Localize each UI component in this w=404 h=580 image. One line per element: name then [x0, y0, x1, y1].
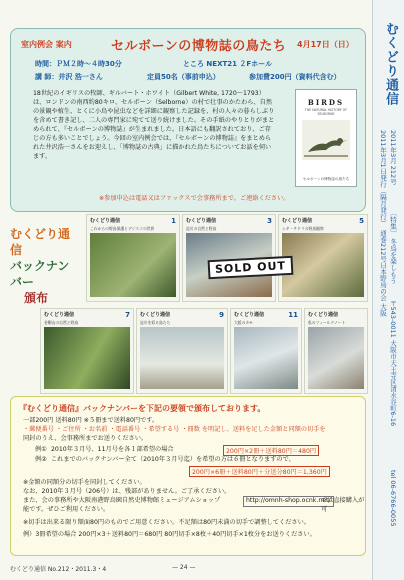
spine-title: むくどり通信: [383, 22, 398, 106]
cover-caption: 金剛山の自然と野鳥: [44, 320, 79, 325]
cover-head: むくどり通信: [234, 312, 265, 318]
book-title: BIRDS: [307, 98, 345, 107]
distribution-shop-text: また、会の事務所や大阪南港野鳥園自然史博物館ミュージアムショップ: [23, 497, 221, 504]
distribution-price: 一部200円 送料80円 ※５冊まで送料80円です。: [23, 417, 159, 424]
book-subtitle: THE NATURAL HISTORY OF SELBORNE: [304, 108, 348, 116]
cover-caption: 大阪のカモ: [234, 320, 253, 325]
bird-illustration: [302, 120, 350, 160]
distribution-note-1: ※金額の同額分の切手を同封してください。: [23, 479, 146, 486]
backnumber-label: [10, 226, 78, 310]
example-2-text: これまでのバックナンバー全て（2010年３月号迄）を希望の方は６冊となりますので、: [51, 456, 295, 463]
distribution-headline: 『むくどり通信』バックナンバーを下記の要領で頒布しております。: [19, 404, 266, 413]
distribution-shop-text-3: 能です。ぜひご利用ください。: [23, 506, 110, 513]
event-fee: 参加費200円（資料代含む）: [249, 73, 341, 81]
cover-caption: シギ・チドリの野鳥観察: [282, 226, 324, 231]
cover-head: むくどり通信: [44, 312, 75, 318]
backnumber-line2: バックナンバー: [10, 259, 70, 289]
book-jp-title: セルボーンの博物誌の鳥たち: [302, 177, 350, 181]
cover-caption: これからの野鳥保護とデジスコの世界: [90, 226, 155, 231]
cover-photo: [140, 327, 224, 389]
cover-photo: [234, 327, 298, 389]
event-card: [10, 28, 366, 212]
event-place: ところ NEXT21 ２Fホール: [183, 60, 273, 68]
cover-photo: [282, 233, 364, 297]
cover-issue: 1: [171, 217, 176, 225]
footer-issue: むくどり通信 No.212・2011.3・4: [10, 566, 107, 573]
cover-photo: [44, 327, 130, 389]
cover-photo: [308, 327, 364, 389]
example-2-label: 例②: [35, 456, 47, 463]
cover-issue: 7: [125, 311, 130, 319]
distribution-shop-text-2: では直接購入が可: [321, 497, 365, 513]
sold-out-tag: SOLD OUT: [208, 256, 294, 279]
backnumber-cover-13: [304, 308, 368, 394]
cover-caption: 淀川を彩る鳥たち: [140, 320, 171, 325]
distribution-instructions-2: 同封のうえ、会事務所までお送りください。: [23, 435, 148, 442]
cover-photo: [90, 233, 176, 297]
backnumber-line1: むくどり通信: [10, 227, 71, 257]
example-2-calc: 200円×6冊＋送料80円＋分送分80円＝1,360円: [189, 466, 330, 477]
backnumber-cover-9: [136, 308, 228, 394]
cover-issue: 11: [288, 311, 298, 319]
event-lecturer: 講 師：井沢 浩一さん: [35, 73, 103, 81]
cover-caption: 私のフィールドノート: [308, 320, 346, 325]
page-number: — 24 —: [172, 564, 196, 571]
example-1-text: 2010年３月号、11月号を各１部希望の場合: [51, 446, 174, 453]
distribution-note-2: なお、2010年３月号（206号）は、残部がありません。ご了承ください。: [23, 488, 231, 495]
cover-issue: 3: [267, 217, 272, 225]
cover-head: むくどり通信: [90, 218, 121, 224]
event-date: 4月17日（日）: [297, 40, 354, 49]
spine-issue: 2011年3月 212号: [389, 130, 397, 185]
backnumber-cover-1: [86, 214, 180, 302]
spine-tel: tel 06-6766-0055: [389, 470, 397, 527]
book-cover-image: [295, 89, 357, 187]
event-capacity: 定員50名（事前申込）: [147, 73, 220, 81]
distribution-stamp-note: ※切手は出来る限り額面80円のものでご用意ください。不足額は80円未満の切手で調整してください。: [23, 519, 310, 526]
backnumber-cover-7: [40, 308, 134, 394]
example-1-calc: 200円×2冊＋送料80円＝480円: [223, 445, 319, 456]
event-time: 時間：ＰＭ２時～４時30分: [35, 60, 122, 68]
shop-url-link[interactable]: http://omnh-shop.ocnk.net/: [243, 496, 334, 507]
distribution-stamp-example: 例）3冊希望の場合 200円×3＋送料80円＝680円 80円切手×8枚＋40円切手×1枚分をお送りください。: [23, 531, 316, 538]
spine: [372, 0, 404, 580]
cover-head: むくどり通信: [140, 312, 171, 318]
spine-special: ［特集］ 冬鳥を楽しもう: [389, 210, 397, 284]
cover-head: むくどり通信: [186, 218, 217, 224]
event-label: 室内例会 案内: [21, 40, 72, 49]
spine-date: 2011年3月1日発行（隔月発行）: [379, 130, 387, 227]
spine-volume: 通巻212号: [379, 230, 387, 262]
spine-publisher: 日本野鳥の会 大阪: [379, 262, 387, 317]
backnumber-line3: 頒布: [24, 291, 49, 305]
example-1-label: 例①: [35, 446, 47, 453]
cover-issue: 9: [219, 311, 224, 319]
backnumber-cover-11: [230, 308, 302, 394]
distribution-box: [10, 396, 366, 556]
cover-caption: 淀川の自然と野鳥: [186, 226, 217, 231]
event-note: ※参加申込は電話又はファックスで会事務所まで。ご連絡ください。: [99, 195, 290, 202]
event-title: セルボーンの博物誌の鳥たち: [111, 39, 287, 54]
cover-head: むくどり通信: [282, 218, 313, 224]
event-description: 18世紀のイギリスの牧師、ギルバート・ホワイト（Gilbert White, 1720～1793）は、ロンドンの南西約80キロ、セルボーン（Selborne）の村で壮事のかたわら、自然の景観や植生、とくに小鳥や昆虫などを詳細に観察した記録を、村の人々の暮らしぶりを含めて書き記し、二人の専門家に宛てて送り続けました。その手紙のやりとりがまとめられて、『セルボーンの博物誌』が生まれました。日本語にも翻訳されており、ご存じの方も多いことでしょう。今回の室内例会では、『セルボーンの博物誌』をまとめられた井沢浩一さんをお迎えし、「博物誌の古典」に描かれた鳥たちについてお話を伺います。: [33, 90, 275, 160]
cover-issue: 5: [359, 217, 364, 225]
spine-address: 〒543-0011 大阪市天王寺区清水谷町6-16: [389, 300, 397, 427]
distribution-instructions: ・郵便番号 ・ご住所 ・お名前 ・電話番号 ・希望する号 ・冊数 を明記し、送料を足した金額と同額の切手を: [23, 426, 326, 433]
cover-head: むくどり通信: [308, 312, 339, 318]
